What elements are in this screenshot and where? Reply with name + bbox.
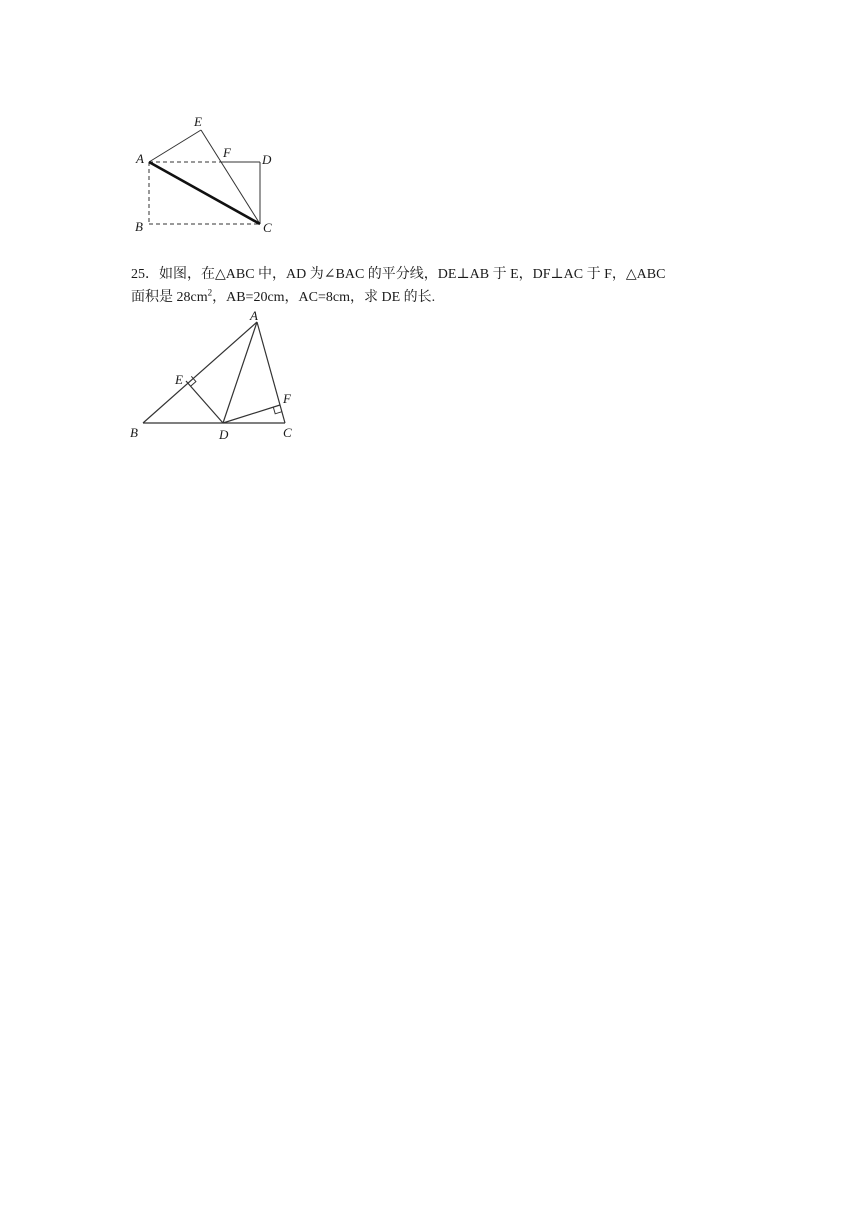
label-F: F (223, 145, 231, 160)
figure-1-svg (128, 108, 288, 238)
figure-triangle-bisector (126, 305, 301, 442)
label-A: A (250, 308, 258, 323)
right-angle-mark-E (191, 376, 196, 386)
label-B: B (135, 219, 143, 234)
label-F: F (283, 391, 291, 406)
figure-2-svg (126, 305, 301, 442)
label-B: B (130, 425, 138, 440)
problem-25 (131, 263, 731, 309)
problem-number: 25 (131, 267, 145, 282)
label-D: D (262, 152, 272, 167)
label-A: A (136, 151, 144, 166)
segment-AC (149, 162, 260, 224)
label-C: C (263, 220, 272, 235)
figure-folded-rectangle (128, 108, 288, 238)
segment-DE (186, 381, 223, 423)
superscript-2: 2 (207, 287, 213, 298)
problem-text-line-1: ．如图，在△ABC 中，AD 为∠BAC 的平分线，DE⊥AB 于 E，DF⊥AC 于 F，△ABC (145, 267, 666, 282)
label-E: E (194, 114, 202, 129)
segment-DF (223, 405, 280, 423)
problem-text-line-2b: ，AB=20cm，AC=8cm，求 DE 的长. (212, 290, 436, 305)
label-C: C (283, 425, 292, 440)
label-E: E (175, 372, 183, 387)
problem-text-line-2a: 面积是 28cm (131, 290, 208, 305)
label-D: D (219, 427, 229, 442)
segment-AE (149, 130, 201, 162)
problem-line-1 (131, 263, 731, 286)
